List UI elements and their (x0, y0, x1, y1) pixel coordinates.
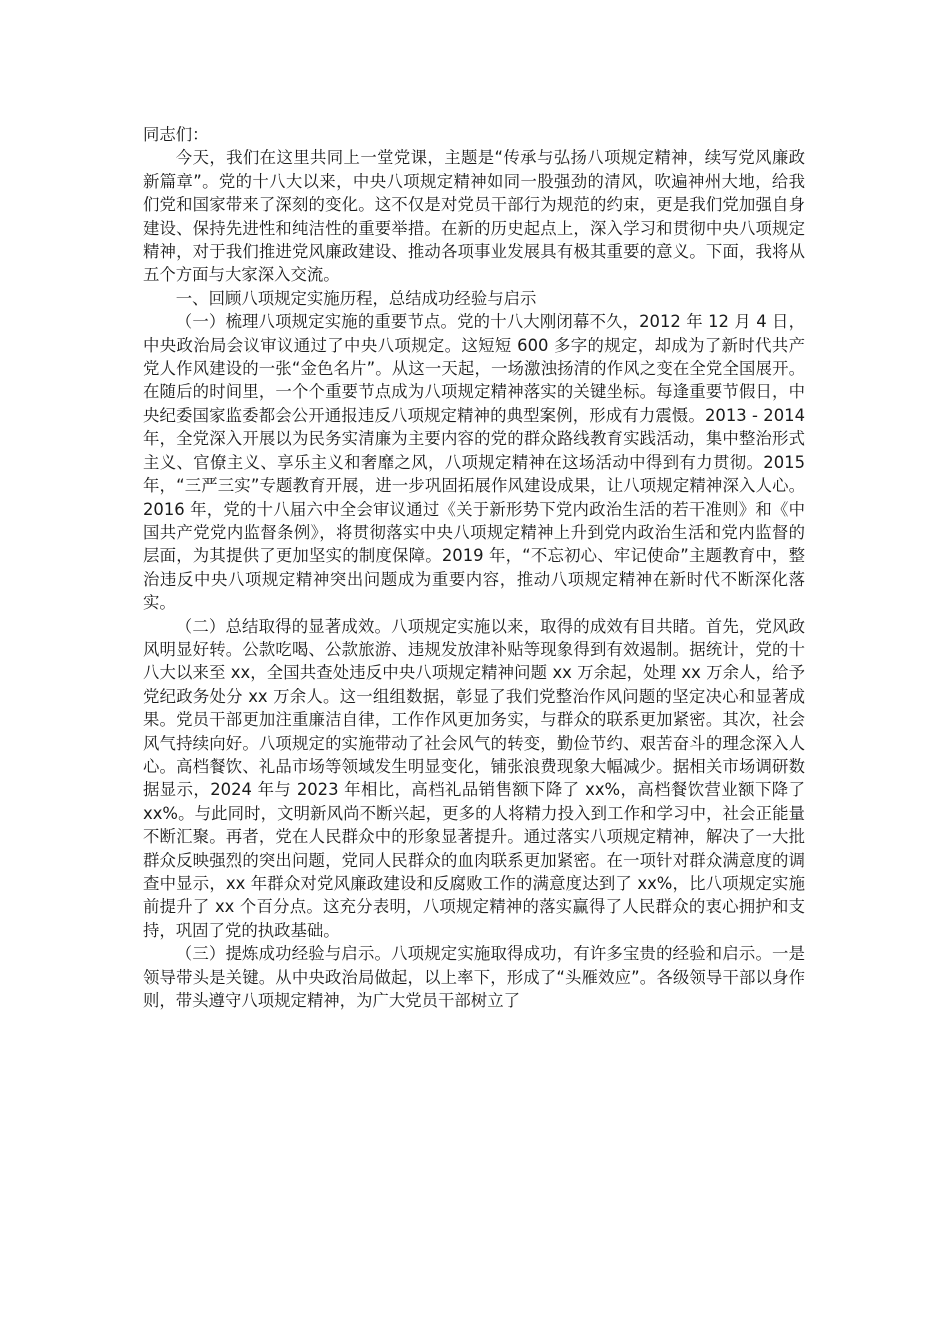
document-page (143, 123, 805, 1012)
greeting: 同志们： (143, 125, 209, 144)
subsection-paragraph-1: （一）梳理八项规定实施的重要节点。党的十八大刚闭幕不久，2012 年 12 月 4 日，中央政治局会议审议通过了中央八项规定。这短短 600 多字的规定，却成为了新时代共产党人作风建设的一张“金色名片”。从这一天起，一场激浊扬清的作风之变在全党全国展开。在随后的时间里，一个个重要节点成为八项规定精神落实的关键坐标。每逢重要节假日，中央纪委国家监委都会公开通报违反八项规定精神的典型案例，形成有力震慑。2013 - 2014 年，全党深入开展以为民务实清廉为主要内容的党的群众路线教育实践活动，集中整治形式主义、官僚主义、享乐主义和奢靡之风，八项规定精神在这场活动中得到有力贯彻。2015 年，“三严三实”专题教育开展，进一步巩固拓展作风建设成果，让八项规定精神深入人心。2016 年，党的十八届六中全会审议通过《关于新形势下党内政治生活的若干准则》和《中国共产党党内监督条例》，将贯彻落实中央八项规定精神上升到党内政治生活和党内监督的层面，为其提供了更加坚实的制度保障。2019 年，“不忘初心、牢记使命”主题教育中，整治违反中央八项规定精神突出问题成为重要内容，推动八项规定精神在新时代不断深化落实。 (143, 312, 805, 613)
subsection-paragraph-3: （三）提炼成功经验与启示。八项规定实施取得成功，有许多宝贵的经验和启示。一是领导带头是关键。从中央政治局做起，以上率下，形成了“头雁效应”。各级领导干部以身作则，带头遵守八项规定精神，为广大党员干部树立了 (143, 944, 805, 1011)
section-heading-1: 一、回顾八项规定实施历程，总结成功经验与启示 (175, 288, 537, 308)
intro-paragraph: 今天，我们在这里共同上一堂党课，主题是“传承与弘扬八项规定精神，续写党风廉政新篇章”。党的十八大以来，中央八项规定精神如同一股强劲的清风，吹遍神州大地，给我们党和国家带来了深刻的变化。这不仅是对党员干部行为规范的约束，更是我们党加强自身建设、保持先进性和纯洁性的重要举措。在新的历史起点上，深入学习和贯彻中央八项规定精神，对于我们推进党风廉政建设、推动各项事业发展具有极其重要的意义。下面，我将从五个方面与大家深入交流。 (143, 148, 805, 285)
subsection-paragraph-2: （二）总结取得的显著成效。八项规定实施以来，取得的成效有目共睹。首先，党风政风明显好转。公款吃喝、公款旅游、违规发放津补贴等现象得到有效遏制。据统计，党的十八大以来至 xx，全国共查处违反中央八项规定精神问题 xx 万余起，处理 xx 万余人，给予党纪政务处分 xx 万余人。这一组组数据，彰显了我们党整治作风问题的坚定决心和显著成果。党员干部更加注重廉洁自律，工作作风更加务实，与群众的联系更加紧密。其次，社会风气持续向好。八项规定的实施带动了社会风气的转变，勤俭节约、艰苦奋斗的理念深入人心。高档餐饮、礼品市场等领域发生明显变化，铺张浪费现象大幅减少。据相关市场调研数据显示，2024 年与 2023 年相比，高档礼品销售额下降了 xx%，高档餐饮营业额下降了 xx%。与此同时，文明新风尚不断兴起，更多的人将精力投入到工作和学习中，社会正能量不断汇聚。再者，党在人民群众中的形象显著提升。通过落实八项规定精神，解决了一大批群众反映强烈的突出问题，党同人民群众的血肉联系更加紧密。在一项针对群众满意度的调查中显示，xx 年群众对党风廉政建设和反腐败工作的满意度达到了 xx%，比八项规定实施前提升了 xx 个百分点。这充分表明，八项规定精神的落实赢得了人民群众的衷心拥护和支持，巩固了党的执政基础。 (143, 616, 805, 940)
